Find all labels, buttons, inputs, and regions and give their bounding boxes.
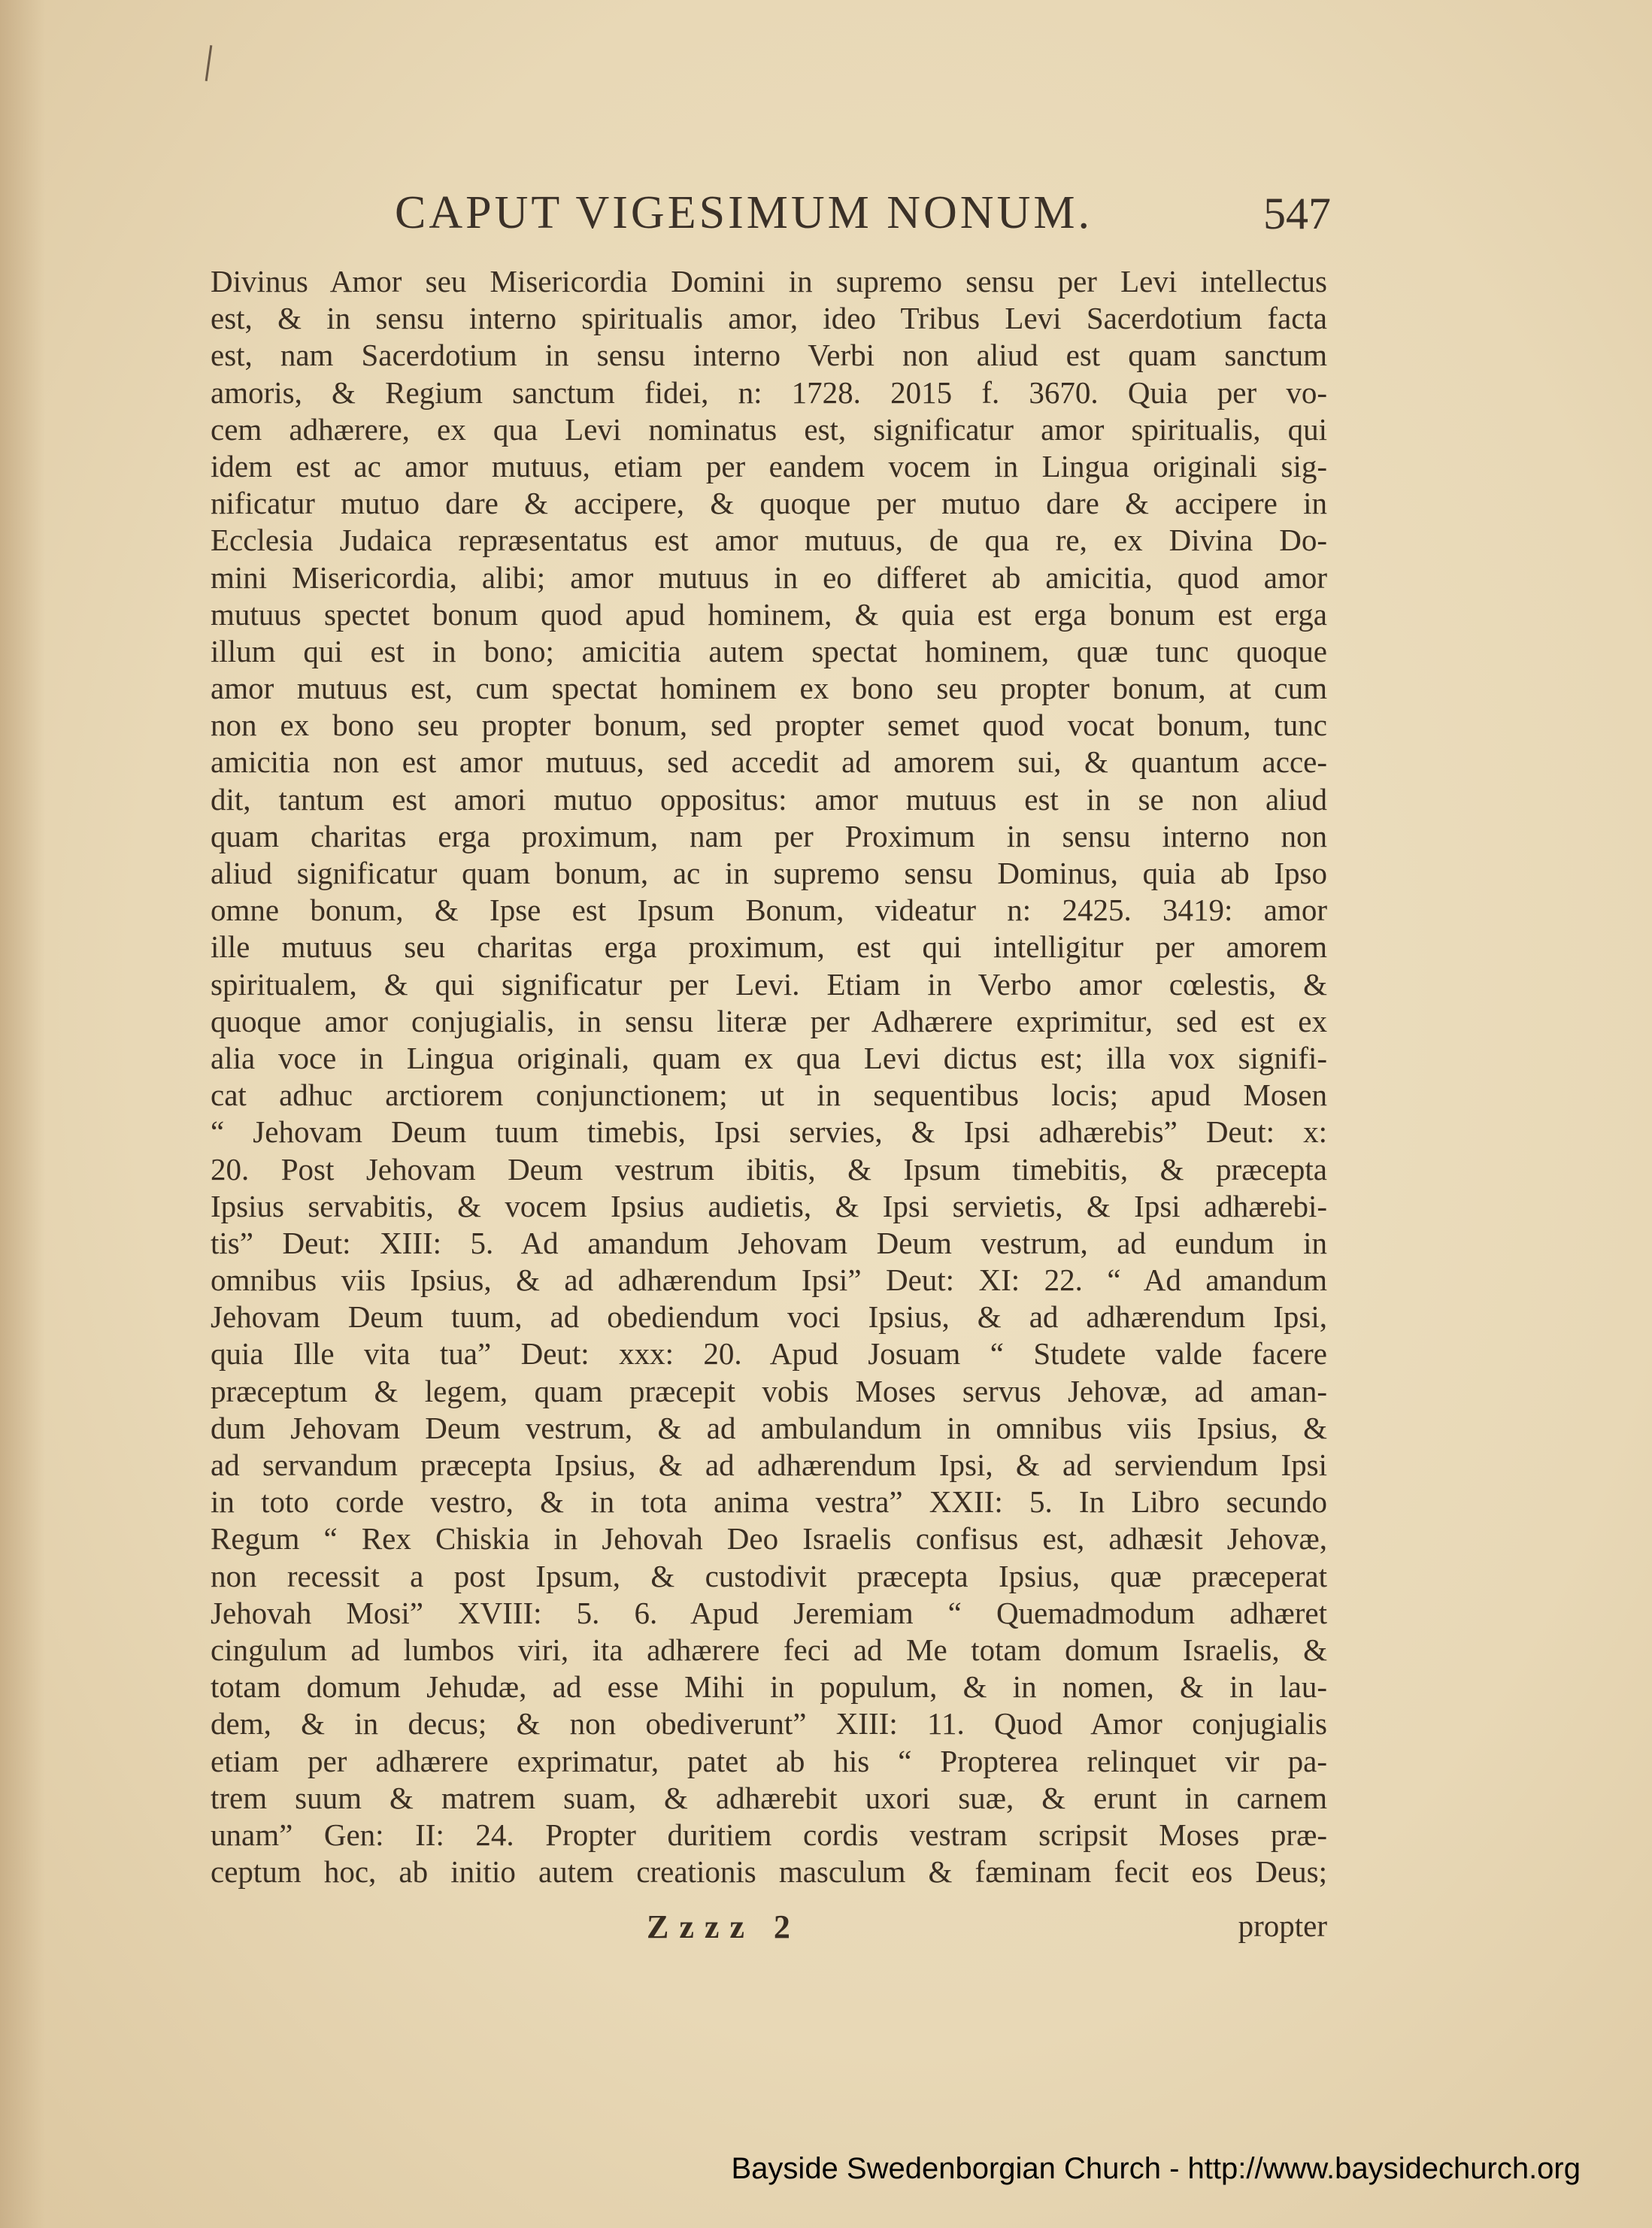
text-line: Divinus Amor seu Misericordia Domini in supremo sensu per Levi intellectus — [211, 264, 1327, 299]
text-line: totam domum Jehudæ, ad esse Mihi in populum, & in nomen, & in lau- — [211, 1669, 1327, 1705]
text-line: Jehovam Deum tuum, ad obediendum voci Ipsius, & ad adhærendum Ipsi, — [211, 1299, 1327, 1335]
text-line: præceptum & legem, quam præcepit vobis Moses servus Jehovæ, ad aman- — [211, 1373, 1327, 1408]
text-line: est, nam Sacerdotium in sensu interno Verbi non aliud est quam sanctum — [211, 338, 1327, 373]
text-line: Ipsius servabitis, & vocem Ipsius audietis, & Ipsi servietis, & Ipsi adhærebi- — [211, 1188, 1327, 1223]
text-line: est, & in sensu interno spiritualis amor, ideo Tribus Levi Sacerdotium facta — [211, 301, 1327, 336]
text-line: quia Ille vita tua” Deut: xxx: 20. Apud Josuam “ Studete valde facere — [211, 1336, 1327, 1372]
text-line: amor mutuus est, cum spectat hominem ex bono seu propter bonum, at cum — [211, 671, 1327, 706]
text-line: spiritualem, & qui significatur per Levi. Etiam in Verbo amor cœlestis, & — [211, 966, 1327, 1002]
text-line: ad servandum præcepta Ipsius, & ad adhærendum Ipsi, & ad serviendum Ipsi — [211, 1447, 1327, 1482]
margin-pencil-mark — [205, 45, 213, 81]
text-line: quoque amor conjugialis, in sensu literæ per Adhærere exprimitur, sed est ex — [211, 1003, 1327, 1038]
text-line: unam” Gen: II: 24. Propter duritiem cordis vestram scripsit Moses præ- — [211, 1817, 1327, 1852]
text-line: in toto corde vestro, & in tota anima vestra” XXII: 5. In Libro secundo — [211, 1484, 1327, 1520]
signature-mark: Zzzz 2 — [647, 1908, 801, 1945]
text-line: omne bonum, & Ipse est Ipsum Bonum, videatur n: 2425. 3419: amor — [211, 893, 1327, 928]
text-line: aliud significatur quam bonum, ac in supremo sensu Dominus, quia ab Ipso — [211, 856, 1327, 890]
text-line: trem suum & matrem suam, & adhærebit uxori suæ, & erunt in carnem — [211, 1780, 1327, 1815]
binding-edge-shadow — [0, 0, 45, 2228]
text-line: dem, & in decus; & non obediverunt” XIII: 11. Quod Amor conjugialis — [211, 1706, 1327, 1741]
text-line: cem adhærere, ex qua Levi nominatus est, significatur amor spiritualis, qui — [211, 411, 1327, 447]
text-line: ille mutuus seu charitas erga proximum, est qui intelligitur per amorem — [211, 929, 1327, 965]
text-line: nificatur mutuo dare & accipere, & quoque per mutuo dare & accipere in — [211, 486, 1327, 521]
text-line: Jehovah Mosi” XVIII: 5. 6. Apud Jeremiam “ Quemadmodum adhæret — [211, 1595, 1327, 1630]
text-line: illum qui est in bono; amicitia autem spectat hominem, quæ tunc quoque — [211, 633, 1327, 668]
text-line: etiam per adhærere exprimatur, patet ab his “ Propterea relinquet vir pa- — [211, 1743, 1327, 1778]
text-line: “ Jehovam Deum tuum timebis, Ipsi servies, & Ipsi adhærebis” Deut: x: — [211, 1114, 1327, 1150]
text-line: cat adhuc arctiorem conjunctionem; ut in sequentibus locis; apud Mosen — [211, 1078, 1327, 1113]
page-number: 547 — [1263, 189, 1331, 238]
catchword: propter — [1238, 1908, 1327, 1943]
text-line: tis” Deut: XIII: 5. Ad amandum Jehovam Deum vestrum, ad eundum in — [211, 1225, 1327, 1260]
text-line: Ecclesia Judaica repræsentatus est amor mutuus, de qua re, ex Divina Do- — [211, 523, 1327, 558]
text-line: omnibus viis Ipsius, & ad adhærendum Ipsi” Deut: XI: 22. “ Ad amandum — [211, 1263, 1327, 1298]
text-line: Regum “ Rex Chiskia in Jehovah Deo Israelis confisus est, adhæsit Jehovæ, — [211, 1521, 1327, 1557]
text-line: ceptum hoc, ab initio autem creationis masculum & fæminam fecit eos Deus; — [211, 1854, 1327, 1890]
page-footer — [211, 1908, 1327, 1953]
text-line: dum Jehovam Deum vestrum, & ad ambulandum in omnibus viis Ipsius, & — [211, 1410, 1327, 1445]
page-header — [203, 186, 1331, 247]
watermark-link[interactable]: Bayside Swedenborgian Church - http://www.baysidechurch.org — [731, 2152, 1581, 2185]
text-line: cingulum ad lumbos viri, ita adhærere feci ad Me totam domum Israelis, & — [211, 1632, 1327, 1667]
text-line: idem est ac amor mutuus, etiam per eandem vocem in Lingua originali sig- — [211, 448, 1327, 483]
text-line: mutuus spectet bonum quod apud hominem, & quia est erga bonum est erga — [211, 596, 1327, 632]
body-text — [211, 263, 1327, 1890]
text-line: dit, tantum est amori mutuo oppositus: amor mutuus est in se non aliud — [211, 781, 1327, 817]
text-line: quam charitas erga proximum, nam per Proximum in sensu interno non — [211, 818, 1327, 853]
running-title: CAPUT VIGESIMUM NONUM. — [395, 187, 1093, 238]
text-line: 20. Post Jehovam Deum vestrum ibitis, & Ipsum timebitis, & præcepta — [211, 1151, 1327, 1187]
text-line: non recessit a post Ipsum, & custodivit præcepta Ipsius, quæ præceperat — [211, 1558, 1327, 1593]
text-line: alia voce in Lingua originali, quam ex qua Levi dictus est; illa vox signifi- — [211, 1040, 1327, 1075]
text-line: amicitia non est amor mutuus, sed accedit ad amorem sui, & quantum acce- — [211, 744, 1327, 780]
text-line: mini Misericordia, alibi; amor mutuus in eo differet ab amicitia, quod amor — [211, 559, 1327, 595]
text-line: amoris, & Regium sanctum fidei, n: 1728. 2015 f. 3670. Quia per vo- — [211, 374, 1327, 410]
text-line: non ex bono seu propter bonum, sed propter semet quod vocat bonum, tunc — [211, 708, 1327, 743]
